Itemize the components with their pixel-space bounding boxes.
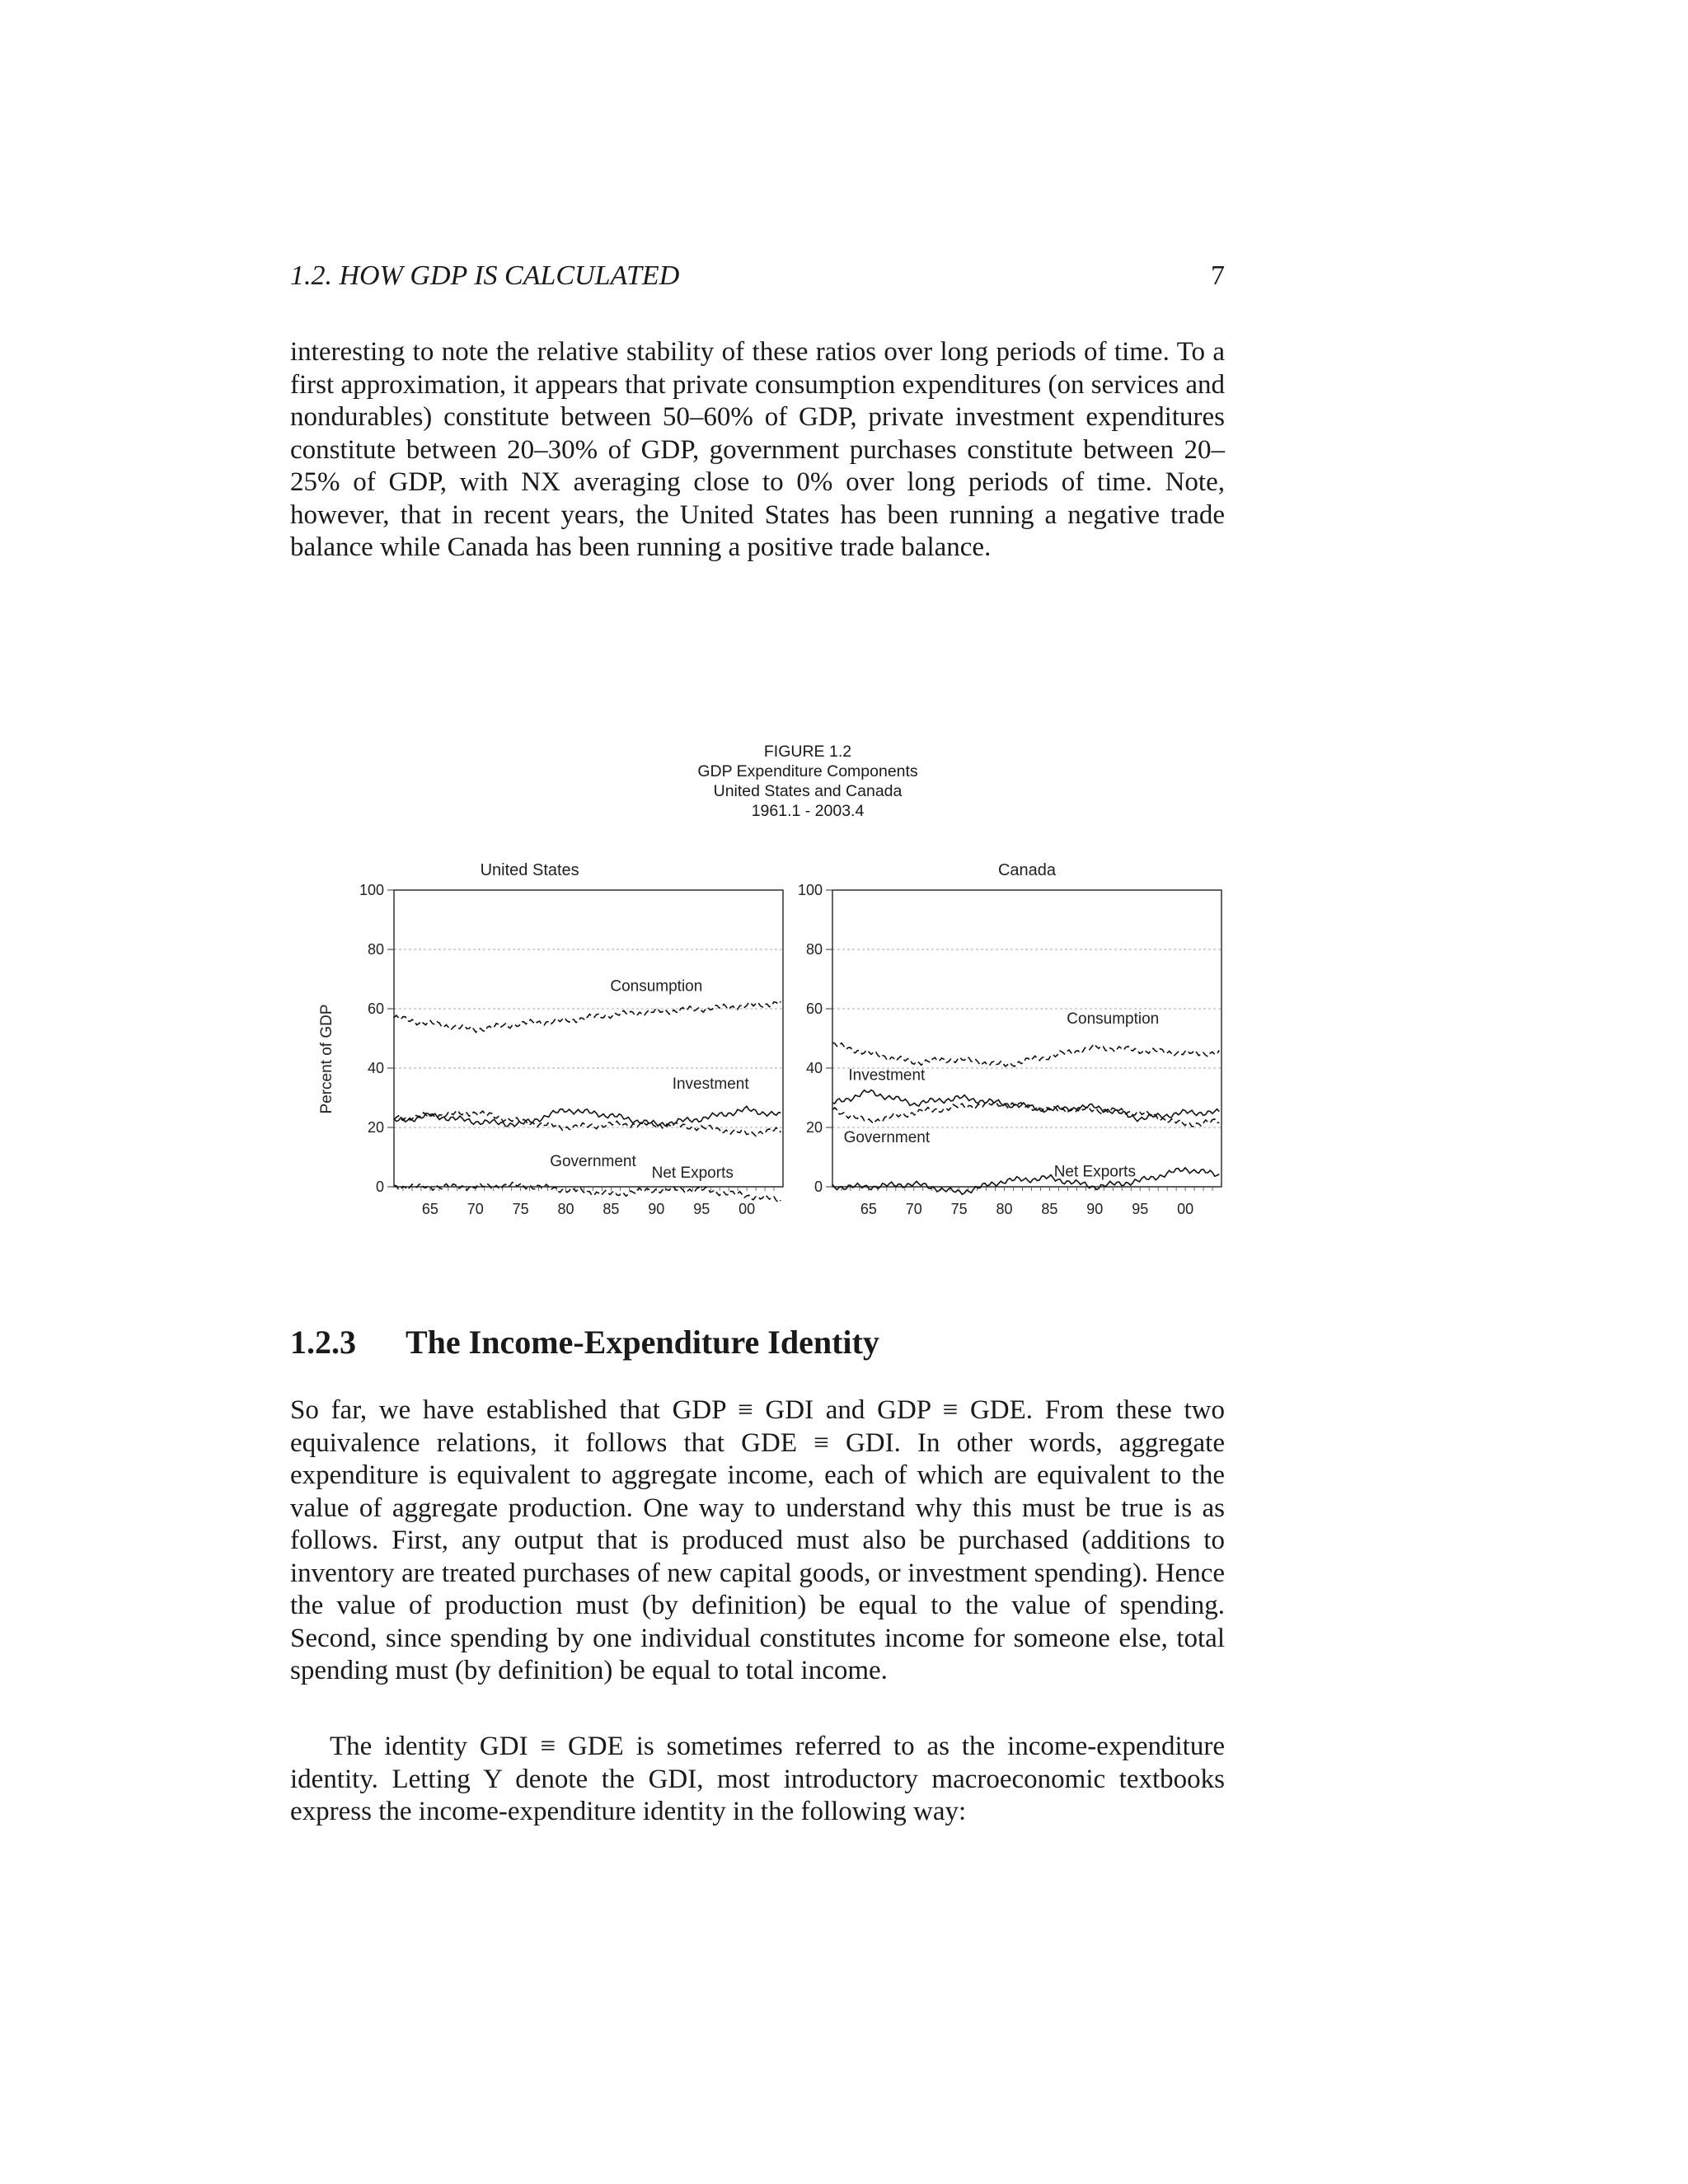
series-annotation: Government	[843, 1129, 931, 1146]
x-tick-label: 75	[512, 1201, 529, 1217]
gdp-components-chart	[313, 849, 1245, 1236]
y-tick-label: 40	[805, 1060, 823, 1076]
section-heading	[290, 1323, 1225, 1361]
x-tick-label: 65	[421, 1201, 438, 1217]
y-tick-label: 80	[805, 941, 823, 958]
figure-caption	[626, 742, 989, 821]
y-tick-label: 0	[375, 1179, 384, 1195]
x-tick-label: 00	[1177, 1201, 1194, 1217]
series-line-consumption	[832, 1043, 1219, 1066]
y-tick-label: 100	[797, 882, 823, 898]
x-tick-label: 65	[860, 1201, 877, 1217]
series-annotation: Investment	[672, 1076, 749, 1094]
series-annotation: Government	[550, 1152, 636, 1170]
x-tick-label: 95	[693, 1201, 710, 1217]
series-annotation: Investment	[848, 1066, 926, 1085]
x-tick-label: 90	[1086, 1201, 1104, 1217]
x-tick-label: 80	[557, 1201, 574, 1217]
series-line-net-exports	[832, 1168, 1219, 1194]
running-head	[290, 260, 1225, 302]
paragraph-bottom: The identity GDI ≡ GDE is sometimes referred to as the income-expenditure identity. Letting Y denote the GDI, most introductory macroeconomic textbooks express the income-expenditure identity in the following way:	[290, 1732, 1225, 1826]
section-title: The Income-Expenditure Identity	[406, 1324, 879, 1361]
x-tick-label: 85	[1041, 1201, 1058, 1217]
x-tick-label: 80	[996, 1201, 1013, 1217]
section-number: 1.2.3	[290, 1324, 356, 1361]
series-annotation: Net Exports	[651, 1165, 734, 1183]
figure-subtitle: United States and Canada	[713, 782, 903, 800]
x-tick-label: 95	[1132, 1201, 1149, 1217]
paragraph-mid: So far, we have established that GDP ≡ GDI and GDP ≡ GDE. From these two equivalence relations, it follows that GDE ≡ GDI. In other words, aggregate expenditure is equivalent to aggregate income, each of which are equivalent to the value of aggregate production. One way to understand why this must be true is as follows. First, any output that is produced must also be purchased (additions to inventory are treated purchases of new capital goods, or investment spending). Hence the value of production must (by definition) be equal to the value of spending. Second, since spending by one individual constitutes income for someone else, total spending must (by definition) be equal to total income.	[290, 1395, 1225, 1685]
y-tick-label: 60	[367, 1001, 384, 1017]
x-tick-label: 85	[603, 1201, 620, 1217]
y-axis-label: Percent of GDP	[318, 1004, 335, 1114]
x-tick-label: 90	[648, 1201, 665, 1217]
x-tick-label: 00	[738, 1201, 756, 1217]
series-line-net-exports	[394, 1183, 781, 1202]
y-tick-label: 40	[367, 1060, 384, 1076]
paragraph-top: interesting to note the relative stability of these ratios over long periods of time. To a first approximation, it appears that private consumption expenditures (on services and nondurables) constitute between 50–60% of GDP, private investment expenditures constitute between 20–30% of GDP, government purchases constitute between 20–25% of GDP, with NX averaging close to 0% over long periods of time. Note, however, that in recent years, the United States has been running a negative trade balance while Canada has been running a positive trade balance.	[290, 337, 1225, 562]
figure-label: FIGURE 1.2	[763, 743, 852, 761]
y-tick-label: 80	[367, 941, 384, 958]
panel-title: Canada	[997, 861, 1057, 879]
page-number: 7	[1211, 260, 1225, 291]
series-annotation: Consumption	[1067, 1010, 1160, 1028]
y-tick-label: 0	[814, 1179, 823, 1195]
x-tick-label: 70	[467, 1201, 484, 1217]
y-tick-label: 20	[367, 1119, 384, 1136]
running-head-title: 1.2. HOW GDP IS CALCULATED	[290, 260, 680, 291]
figure-title: GDP Expenditure Components	[697, 762, 918, 780]
series-line-investment	[394, 1106, 781, 1127]
figure-period: 1961.1 - 2003.4	[751, 802, 865, 820]
plot-frame	[394, 890, 783, 1187]
y-tick-label: 20	[805, 1119, 823, 1136]
series-annotation: Net Exports	[1053, 1163, 1136, 1181]
series-annotation: Consumption	[610, 977, 703, 996]
y-tick-label: 100	[359, 882, 384, 898]
panel-title: United States	[480, 861, 579, 879]
x-tick-label: 70	[905, 1201, 922, 1217]
series-line-consumption	[394, 1001, 781, 1032]
y-tick-label: 60	[805, 1001, 823, 1017]
x-tick-label: 75	[950, 1201, 968, 1217]
